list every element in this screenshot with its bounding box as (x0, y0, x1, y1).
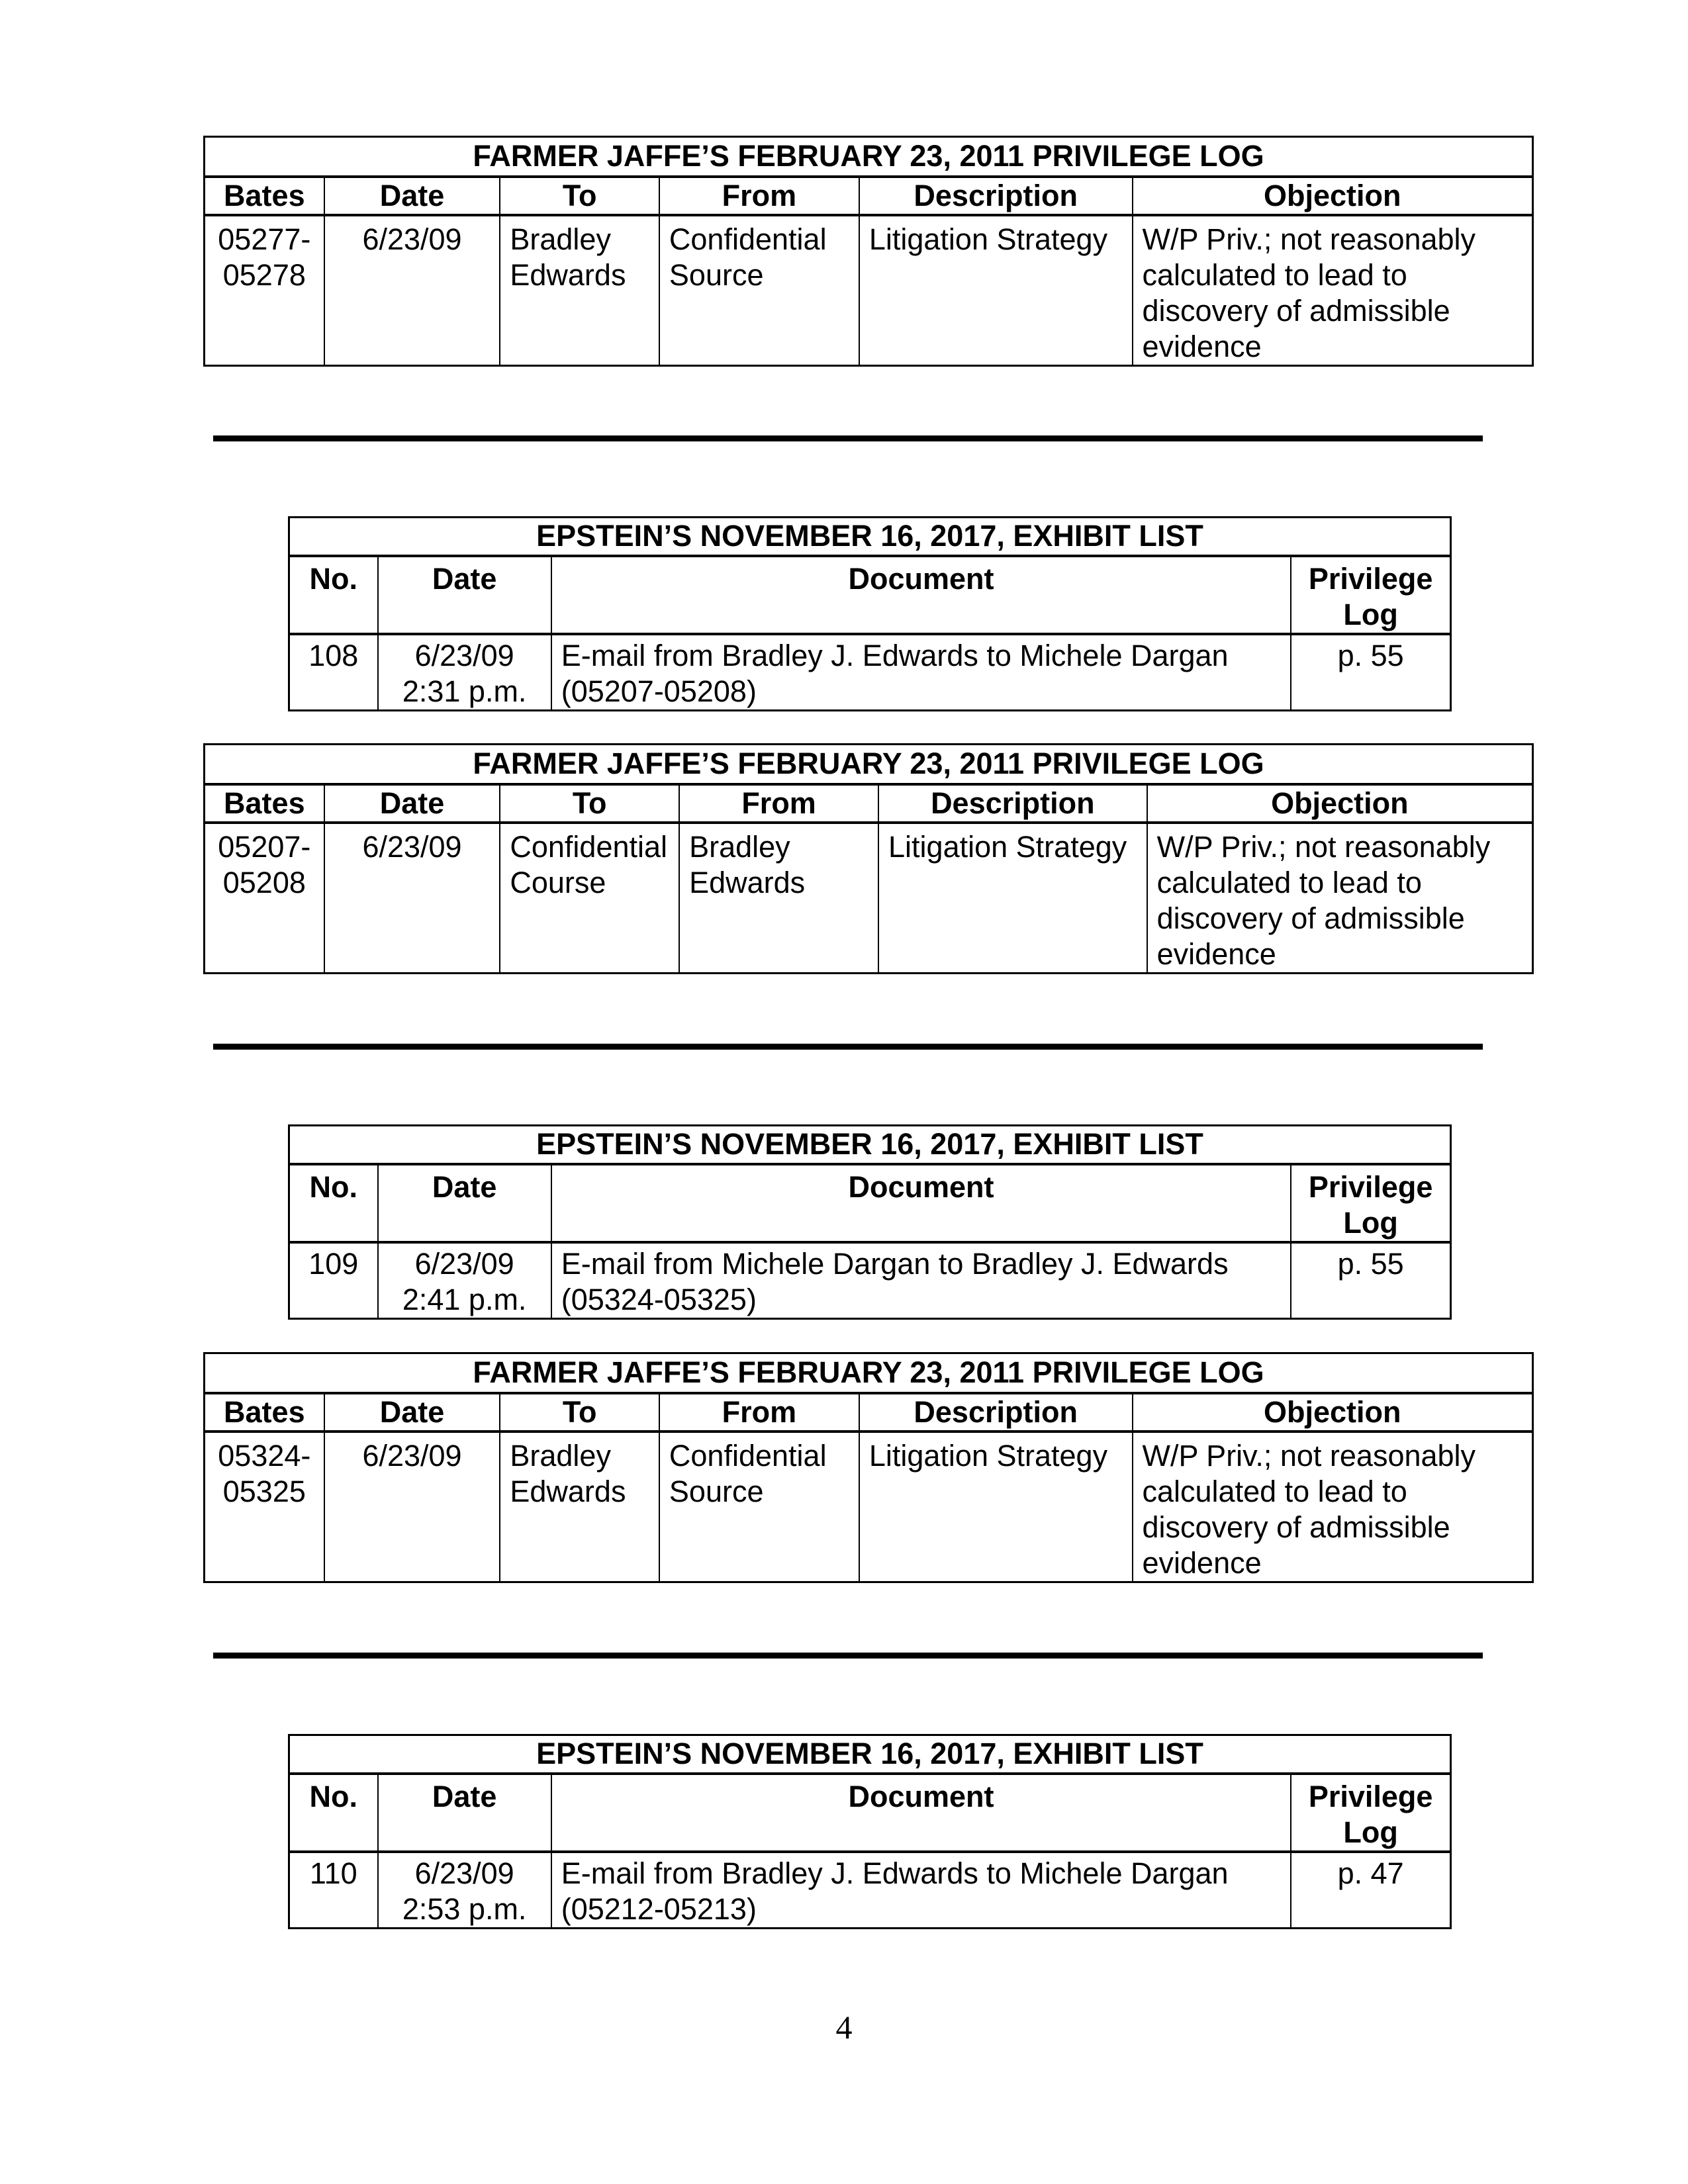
column-header-from: From (679, 784, 878, 823)
column-header-document: Document (551, 1164, 1291, 1242)
cell-date: 6/23/09 2:41 p.m. (378, 1242, 551, 1319)
cell-bates: 05277-05278 (205, 215, 324, 366)
section-divider (213, 435, 1483, 441)
cell-privilege-log: p. 47 (1291, 1852, 1450, 1929)
table-title: FARMER JAFFE’S FEBRUARY 23, 2011 PRIVILEGE LOG (205, 137, 1533, 177)
column-header-date: Date (378, 1774, 551, 1852)
column-header-privilege-log: Privilege Log (1291, 1774, 1450, 1852)
column-header-description: Description (859, 177, 1133, 215)
column-header-to: To (500, 784, 679, 823)
table-row (205, 215, 1533, 366)
table-title: FARMER JAFFE’S FEBRUARY 23, 2011 PRIVILEGE LOG (205, 745, 1533, 784)
cell-document: E-mail from Bradley J. Edwards to Michele Dargan (05207-05208) (551, 634, 1291, 711)
column-header-objection: Objection (1147, 784, 1533, 823)
cell-date: 6/23/09 (324, 823, 500, 974)
cell-to: Confidential Course (500, 823, 679, 974)
cell-from: Confidential Source (659, 1432, 859, 1582)
exhibit-list-table-2 (288, 1124, 1452, 1320)
column-header-privilege-log: Privilege Log (1291, 1164, 1450, 1242)
privilege-log-table-1 (203, 136, 1534, 367)
cell-document: E-mail from Bradley J. Edwards to Michele Dargan (05212-05213) (551, 1852, 1291, 1929)
cell-objection: W/P Priv.; not reasonably calculated to lead to discovery of admissible evidence (1133, 215, 1533, 366)
column-header-no: No. (289, 1164, 378, 1242)
cell-to: Bradley Edwards (500, 215, 659, 366)
privilege-log-table-2 (203, 743, 1534, 974)
cell-date: 6/23/09 (324, 215, 500, 366)
cell-bates: 05207-05208 (205, 823, 324, 974)
table-row (289, 1242, 1451, 1319)
column-header-no: No. (289, 1774, 378, 1852)
table-title: EPSTEIN’S NOVEMBER 16, 2017, EXHIBIT LIST (289, 1735, 1451, 1774)
column-header-to: To (500, 177, 659, 215)
cell-no: 108 (289, 634, 378, 711)
column-header-date: Date (378, 1164, 551, 1242)
cell-date: 6/23/09 2:53 p.m. (378, 1852, 551, 1929)
cell-from: Bradley Edwards (679, 823, 878, 974)
cell-privilege-log: p. 55 (1291, 634, 1450, 711)
cell-no: 109 (289, 1242, 378, 1319)
table-row (289, 1852, 1451, 1929)
cell-bates: 05324-05325 (205, 1432, 324, 1582)
cell-privilege-log: p. 55 (1291, 1242, 1450, 1319)
column-header-objection: Objection (1133, 1393, 1533, 1432)
column-header-from: From (659, 1393, 859, 1432)
cell-description: Litigation Strategy (878, 823, 1147, 974)
column-header-bates: Bates (205, 1393, 324, 1432)
cell-description: Litigation Strategy (859, 215, 1133, 366)
cell-date: 6/23/09 (324, 1432, 500, 1582)
exhibit-list-table-1 (288, 516, 1452, 711)
table-title: EPSTEIN’S NOVEMBER 16, 2017, EXHIBIT LIST (289, 1126, 1451, 1164)
column-header-document: Document (551, 556, 1291, 634)
column-header-description: Description (859, 1393, 1133, 1432)
column-header-description: Description (878, 784, 1147, 823)
privilege-log-table-3 (203, 1352, 1534, 1583)
column-header-date: Date (378, 556, 551, 634)
cell-from: Confidential Source (659, 215, 859, 366)
column-header-bates: Bates (205, 784, 324, 823)
table-title: FARMER JAFFE’S FEBRUARY 23, 2011 PRIVILEGE LOG (205, 1353, 1533, 1393)
column-header-to: To (500, 1393, 659, 1432)
column-header-no: No. (289, 556, 378, 634)
cell-objection: W/P Priv.; not reasonably calculated to lead to discovery of admissible evidence (1133, 1432, 1533, 1582)
cell-date: 6/23/09 2:31 p.m. (378, 634, 551, 711)
cell-description: Litigation Strategy (859, 1432, 1133, 1582)
section-divider (213, 1044, 1483, 1050)
cell-no: 110 (289, 1852, 378, 1929)
column-header-objection: Objection (1133, 177, 1533, 215)
cell-to: Bradley Edwards (500, 1432, 659, 1582)
section-divider (213, 1653, 1483, 1659)
table-row (205, 1432, 1533, 1582)
column-header-date: Date (324, 177, 500, 215)
cell-document: E-mail from Michele Dargan to Bradley J. Edwards (05324-05325) (551, 1242, 1291, 1319)
column-header-from: From (659, 177, 859, 215)
column-header-document: Document (551, 1774, 1291, 1852)
column-header-privilege-log: Privilege Log (1291, 556, 1450, 634)
cell-objection: W/P Priv.; not reasonably calculated to lead to discovery of admissible evidence (1147, 823, 1533, 974)
table-row (205, 823, 1533, 974)
table-row (289, 634, 1451, 711)
exhibit-list-table-3 (288, 1734, 1452, 1929)
column-header-date: Date (324, 784, 500, 823)
page-number: 4 (835, 2009, 853, 2046)
table-title: EPSTEIN’S NOVEMBER 16, 2017, EXHIBIT LIST (289, 518, 1451, 556)
column-header-bates: Bates (205, 177, 324, 215)
column-header-date: Date (324, 1393, 500, 1432)
